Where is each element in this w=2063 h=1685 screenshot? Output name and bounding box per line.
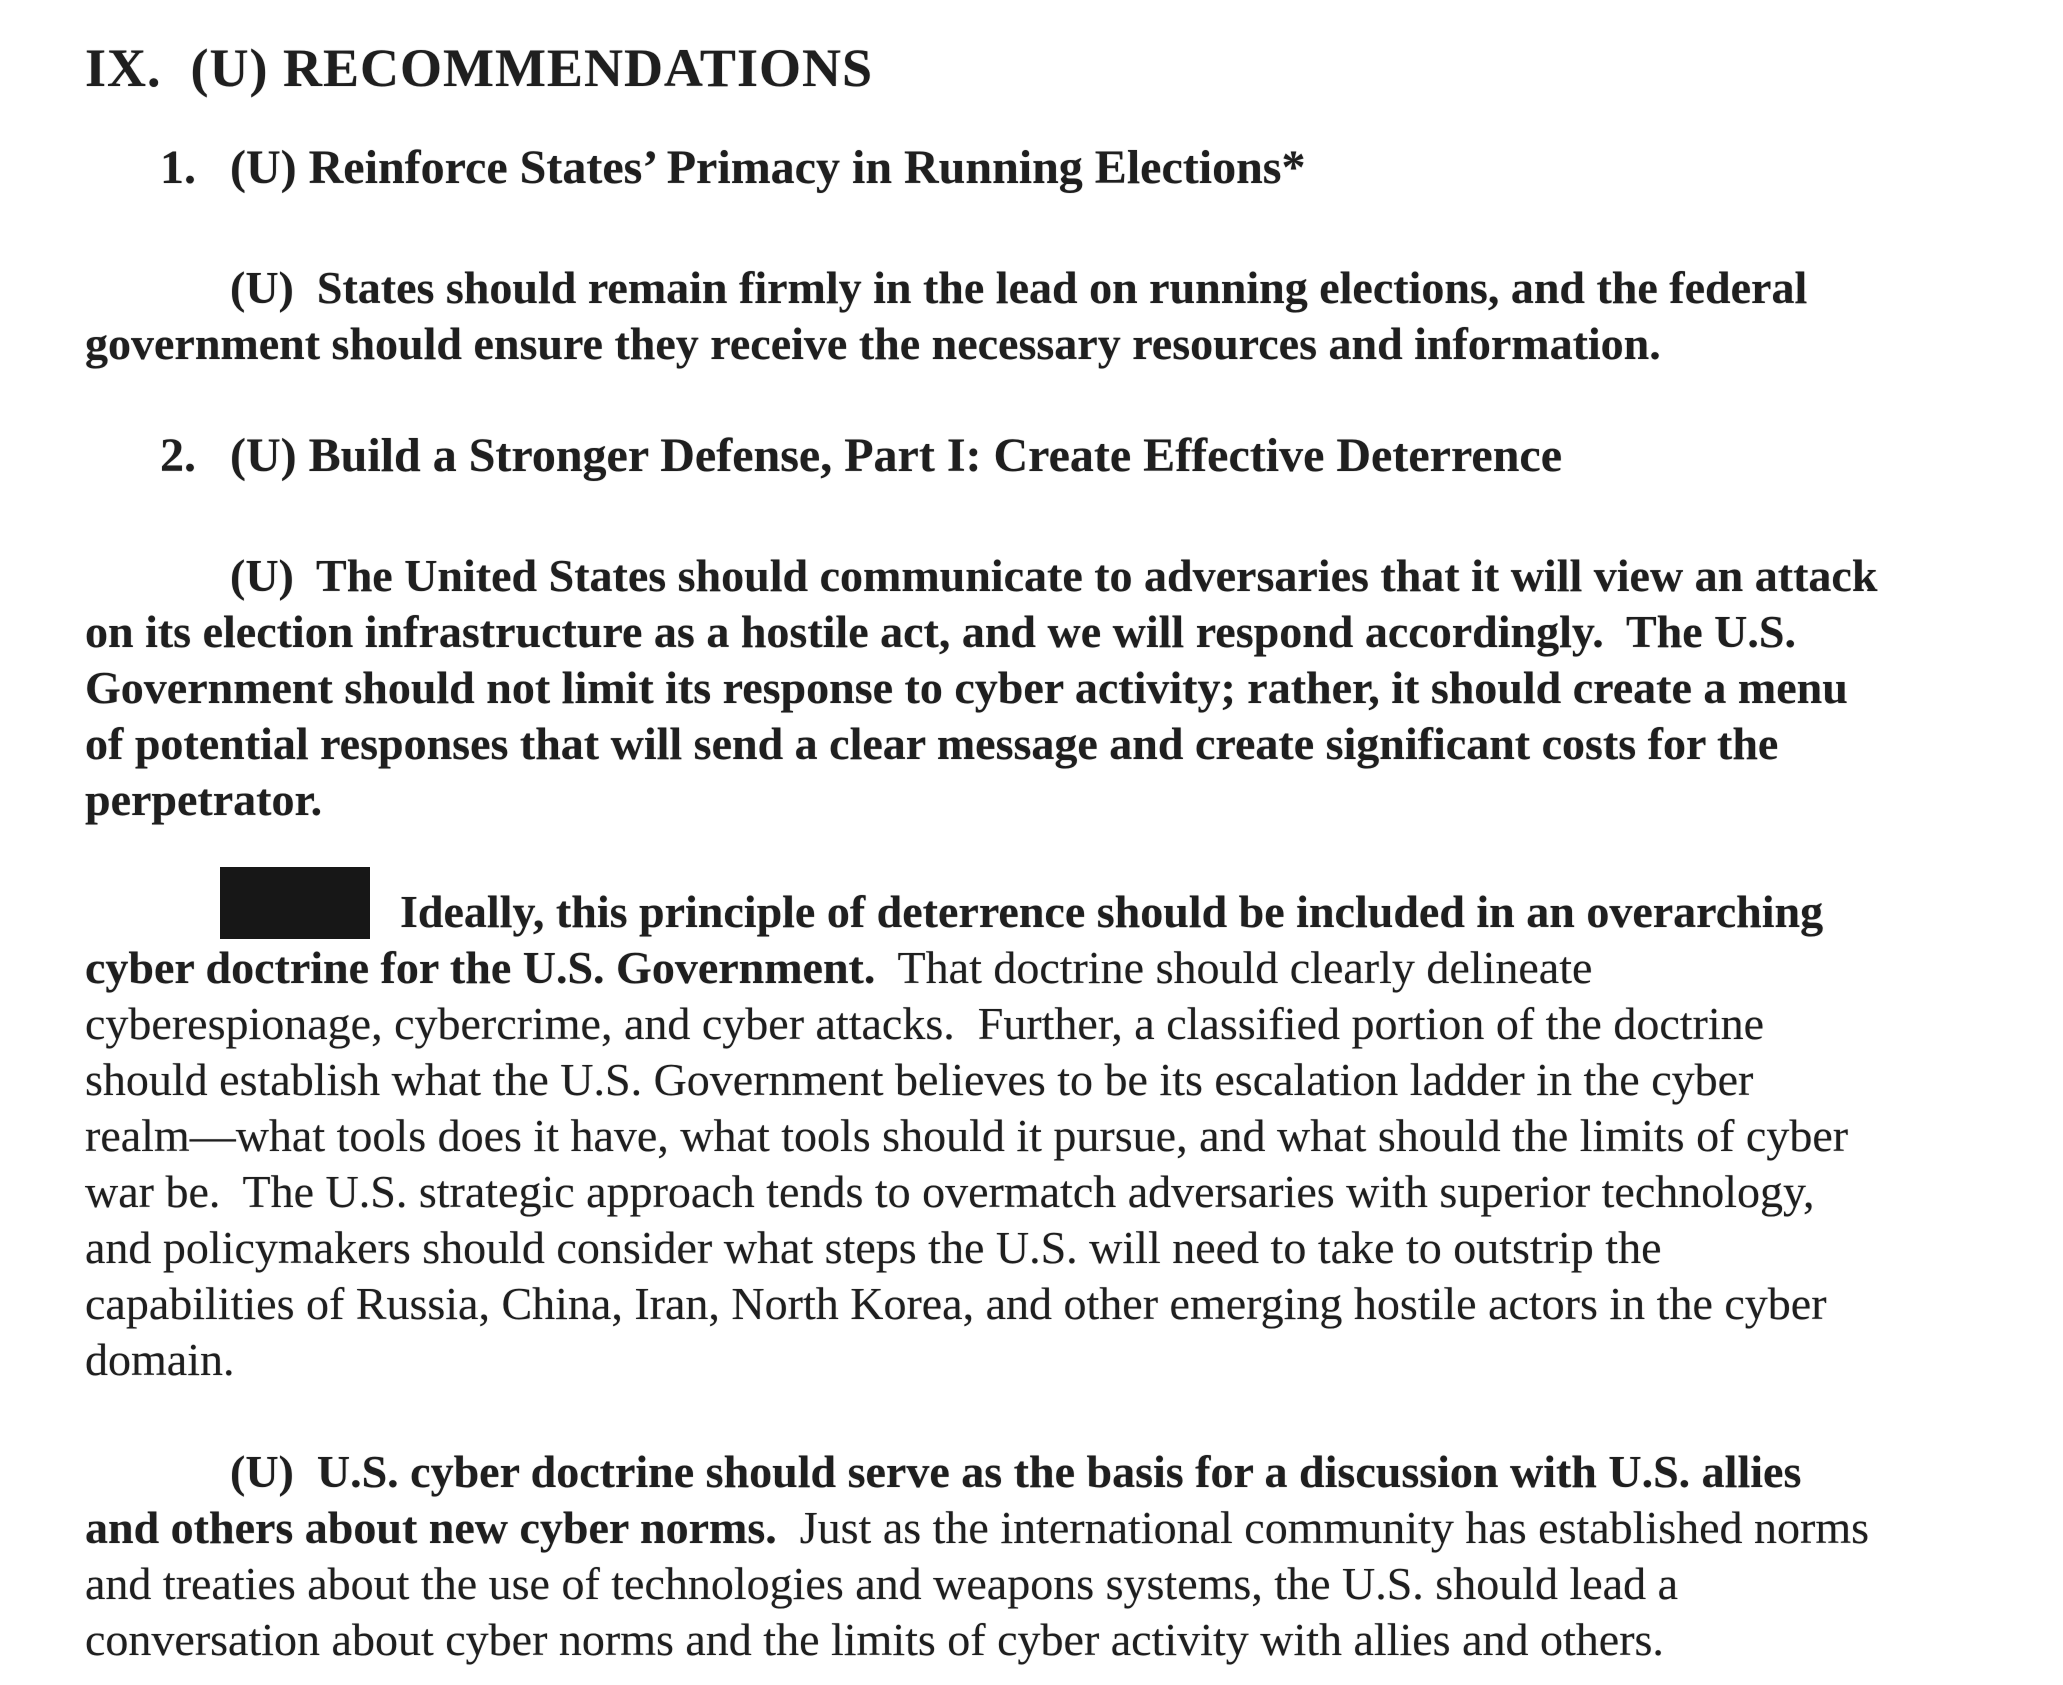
section-heading-text: (U) Reinforce States’ Primacy in Running Elections* <box>230 141 1306 194</box>
text-run: on its election infrastructure as a hostile act, and we will respond accordingly. The U.S. <box>85 606 1796 657</box>
text-run: domain. <box>85 1334 235 1385</box>
section-number: 2. <box>160 429 196 482</box>
text-run: should establish what the U.S. Government believes to be its escalation ladder in the cyber <box>85 1054 1754 1105</box>
text-run: realm—what tools does it have, what tools should it pursue, and what should the limits of cyber <box>85 1110 1849 1161</box>
text-line <box>85 1556 2003 1612</box>
section-number: 1. <box>160 141 196 194</box>
text-line <box>85 604 2003 660</box>
text-line <box>85 1500 2003 1556</box>
text-line <box>85 884 2003 940</box>
paragraph <box>85 1444 2003 1668</box>
text-run: war be. The U.S. strategic approach tends to overmatch adversaries with superior technology, <box>85 1166 1815 1217</box>
text-run: (U) States should remain firmly in the lead on running elections, and the federal <box>230 262 1808 313</box>
text-run: perpetrator. <box>85 774 323 825</box>
text-run: and policymakers should consider what steps the U.S. will need to take to outstrip the <box>85 1222 1662 1273</box>
text-run: Ideally, this principle of deterrence should be included in an overarching <box>400 886 1824 937</box>
text-line <box>85 716 2003 772</box>
text-run: Just as the international community has established norms <box>776 1502 1870 1553</box>
text-line <box>85 996 2003 1052</box>
text-line <box>85 548 2003 604</box>
text-run: Government should not limit its response to cyber activity; rather, it should create a menu <box>85 662 1848 713</box>
text-run: That doctrine should clearly delineate <box>875 942 1593 993</box>
text-line <box>85 316 2003 372</box>
page-title: IX. (U) RECOMMENDATIONS <box>85 38 873 98</box>
section-heading-text: (U) Build a Stronger Defense, Part I: Create Effective Deterrence <box>230 429 1562 482</box>
section-heading <box>85 140 2003 196</box>
paragraph <box>85 548 2003 828</box>
text-run: (U) U.S. cyber doctrine should serve as the basis for a discussion with U.S. allies <box>230 1446 1802 1497</box>
text-run: and others about new cyber norms. <box>85 1502 777 1553</box>
text-run: government should ensure they receive the necessary resources and information. <box>85 318 1661 369</box>
document-body <box>85 140 2003 1668</box>
section-heading <box>85 428 2003 484</box>
text-line <box>85 940 2003 996</box>
text-line <box>85 1052 2003 1108</box>
text-line <box>85 1444 2003 1500</box>
text-line <box>85 1276 2003 1332</box>
text-line <box>85 772 2003 828</box>
text-line <box>85 1108 2003 1164</box>
text-run: of potential responses that will send a clear message and create significant costs for the <box>85 718 1779 769</box>
text-line <box>85 1332 2003 1388</box>
text-run: conversation about cyber norms and the limits of cyber activity with allies and others. <box>85 1614 1664 1665</box>
text-line <box>85 1164 2003 1220</box>
paragraph <box>85 260 2003 372</box>
redaction-box <box>220 897 370 927</box>
text-line <box>85 1612 2003 1668</box>
text-run: (U) The United States should communicate to adversaries that it will view an attack <box>230 550 1878 601</box>
text-line <box>85 1220 2003 1276</box>
text-run: cyberespionage, cybercrime, and cyber attacks. Further, a classified portion of the doctrine <box>85 998 1765 1049</box>
text-line <box>85 260 2003 316</box>
text-run: cyber doctrine for the U.S. Government. <box>85 942 876 993</box>
paragraph <box>85 884 2003 1388</box>
text-run: capabilities of Russia, China, Iran, North Korea, and other emerging hostile actors in the cyber <box>85 1278 1827 1329</box>
text-line <box>85 660 2003 716</box>
text-run: and treaties about the use of technologies and weapons systems, the U.S. should lead a <box>85 1558 1679 1609</box>
